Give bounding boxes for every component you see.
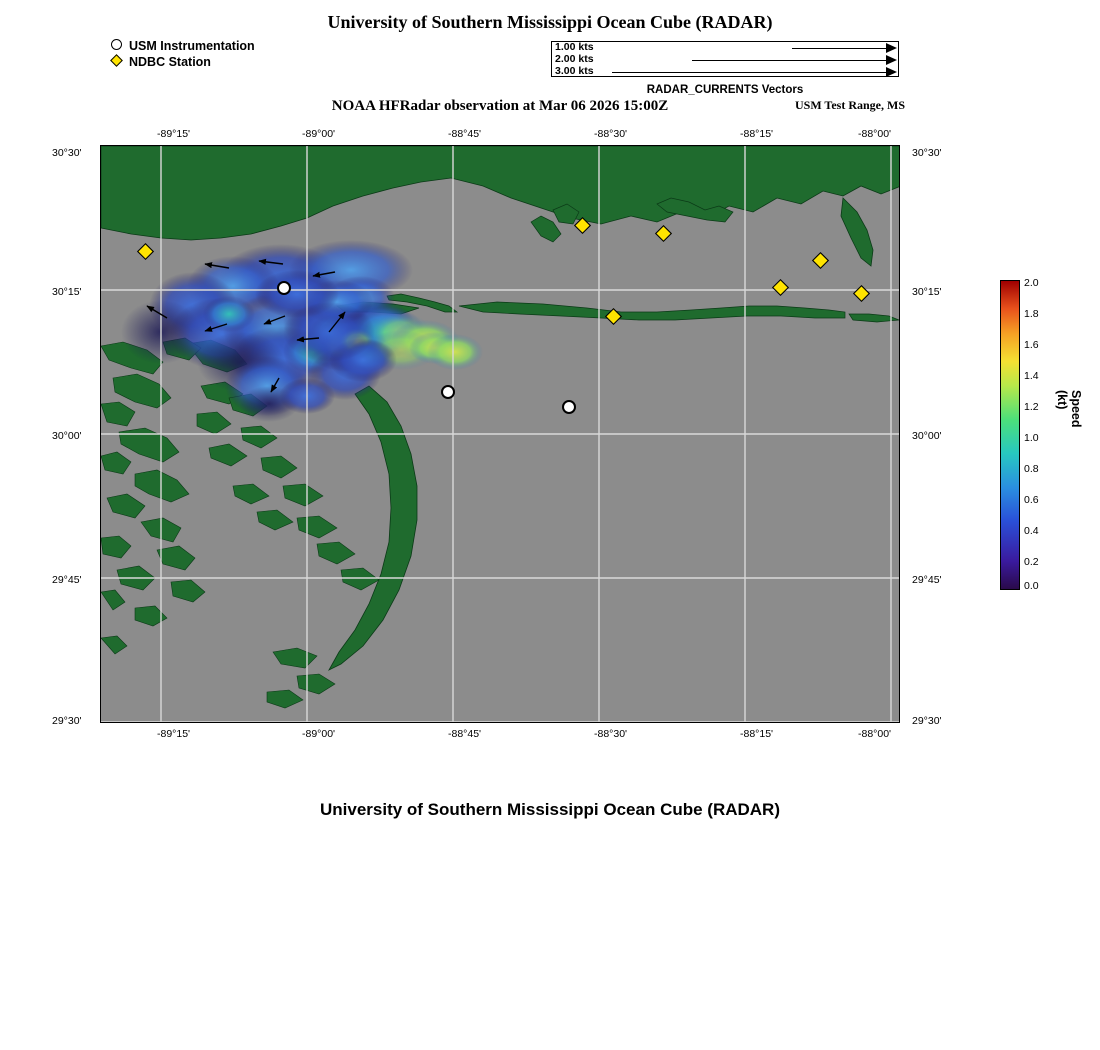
page-title: University of Southern Mississippi Ocean Cube (RADAR): [327, 12, 773, 32]
colorbar-tick-7: 0.6: [1024, 494, 1039, 506]
lon-tick-top-3: -88°30': [594, 128, 628, 140]
ndbc-station-icon: [110, 54, 126, 69]
lon-tick-bottom-1: -89°00': [302, 728, 336, 740]
map-legend: [110, 38, 255, 70]
legend-label-usm: USM Instrumentation: [129, 38, 255, 53]
lon-tick-top-1: -89°00': [302, 128, 336, 140]
lon-tick-bottom-0: -89°15': [157, 728, 191, 740]
test-range-label: USM Test Range, MS: [794, 98, 905, 112]
lat-tick-left-0: 30°30': [52, 147, 82, 159]
lon-tick-bottom-4: -88°15': [740, 728, 774, 740]
vector-scale-key: [551, 41, 899, 77]
colorbar-gradient: [1000, 280, 1020, 590]
lat-tick-right-3: 29°45': [912, 574, 942, 586]
lat-tick-right-4: 29°30': [912, 715, 942, 727]
lon-tick-bottom-5: -88°00': [858, 728, 892, 740]
colorbar-tick-8: 0.4: [1024, 525, 1039, 537]
vector-key-label-3: 3.00 kts: [555, 65, 594, 77]
vector-key-row-3: [552, 66, 900, 78]
legend-item-ndbc: [110, 54, 255, 69]
colorbar-tick-6: 0.8: [1024, 463, 1039, 475]
radar-map[interactable]: [100, 145, 900, 723]
colorbar-tick-3: 1.4: [1024, 370, 1039, 382]
colorbar-tick-0: 2.0: [1024, 277, 1039, 289]
colorbar-tick-5: 1.0: [1024, 432, 1039, 444]
colorbar-tick-2: 1.6: [1024, 339, 1039, 351]
lon-tick-top-5: -88°00': [858, 128, 892, 140]
observation-subtitle: NOAA HFRadar observation at Mar 06 2026 15:00Z: [331, 98, 669, 114]
legend-label-ndbc: NDBC Station: [129, 54, 211, 69]
lon-tick-top-2: -88°45': [448, 128, 482, 140]
vector-key-row-2: [552, 54, 900, 66]
lat-tick-right-1: 30°15': [912, 286, 942, 298]
lat-tick-left-2: 30°00': [52, 430, 82, 442]
lat-tick-left-4: 29°30': [52, 715, 82, 727]
colorbar-tick-9: 0.2: [1024, 556, 1039, 568]
lon-tick-bottom-3: -88°30': [594, 728, 628, 740]
lon-tick-top-0: -89°15': [157, 128, 191, 140]
colorbar-tick-1: 1.8: [1024, 308, 1039, 320]
vector-key-label-1: 1.00 kts: [555, 41, 594, 53]
lat-tick-right-0: 30°30': [912, 147, 942, 159]
colorbar-tick-4: 1.2: [1024, 401, 1039, 413]
lat-tick-left-1: 30°15': [52, 286, 82, 298]
usm-instrumentation-icon: [110, 38, 126, 53]
lon-tick-bottom-2: -88°45': [448, 728, 482, 740]
lon-tick-top-4: -88°15': [740, 128, 774, 140]
footer-title: University of Southern Mississippi Ocean Cube (RADAR): [319, 800, 780, 819]
vector-key-label-2: 2.00 kts: [555, 53, 594, 65]
lat-tick-right-2: 30°00': [912, 430, 942, 442]
vector-key-row-1: [552, 42, 900, 54]
lat-tick-left-3: 29°45': [52, 574, 82, 586]
legend-item-usm: [110, 38, 255, 53]
colorbar-title: Speed (kt): [1055, 390, 1083, 428]
colorbar-tick-10: 0.0: [1024, 580, 1039, 592]
vector-key-caption: RADAR_CURRENTS Vectors: [646, 84, 804, 96]
